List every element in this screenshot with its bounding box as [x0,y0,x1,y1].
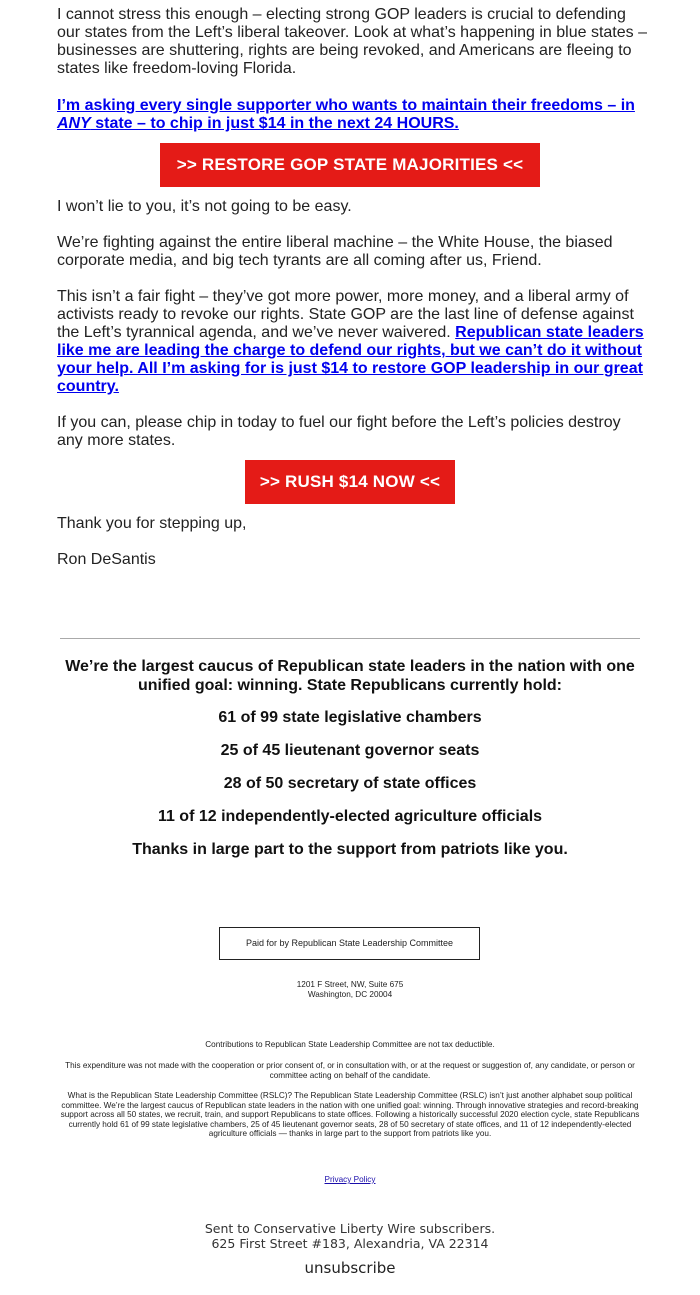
address-line-1: 1201 F Street, NW, Suite 675 [296,980,404,989]
rslc-about: What is the Republican State Leadership Committee (RSLC)? The Republican State Leadership Committee (RSLC) isn’t just another alphabet soup political committee. We’re the largest caucus of Republican state leaders in the nation with one unified goal: winning. Through innovative strategies and record-breaking support across all 50 states, we recruit, train, and support Republicans to state offices. Following a historically successful 2020 election cycle, state Republicans currently hold 61 of 99 state legislative chambers, 25 of 45 lieutenant governor seats, 28 of 50 secretary of state offices, and 11 of 12 independently-elected agriculture officials — thanks in large part to the support from patriots like you. [60,1091,640,1138]
unsubscribe-wrap [0,1259,700,1277]
paragraph-chip-in: If you can, please chip in today to fuel our fight before the Left’s policies destroy any more states. [57,414,621,449]
paragraph-intro: I cannot stress this enough – electing strong GOP leaders is crucial to defending our states from the Left’s liberal takeover. Look at what’s happening in blue states – businesses are shuttering, rights are being revoked, and Americans are fleeing to states like freedom-loving Florida. [57,6,647,77]
stat-secretary-of-state: 28 of 50 secretary of state offices [223,775,477,792]
signature: Ron DeSantis [57,551,156,568]
sent-to-footer [0,1221,700,1251]
paragraph-fair-fight [57,288,647,396]
address-line-2: Washington, DC 20004 [307,989,393,999]
link-text-part1: I’m asking every single supporter who wants to maintain their freedoms – in [57,97,635,114]
sent-to-text: Sent to Conservative Liberty Wire subscribers. [204,1221,496,1236]
donate-link-restore-leadership[interactable]: Republican state leaders like me are leading the charge to defend our rights, but we can’t do it without your help. All I’m asking for is just $14 to restore GOP leadership in our great country. [57,324,644,395]
fair-fight-text: This isn’t a fair fight – they’ve got more power, more money, and a liberal army of activists ready to revoke our rights. State GOP are the last line of defense against the Left’s tyrannical agenda, and we’ve never waivered. [57,288,634,341]
unsubscribe-link[interactable]: unsubscribe [304,1259,396,1277]
stats-section [0,657,700,859]
paid-for-disclaimer: Paid for by Republican State Leadership Committee [219,927,480,960]
cta-wrap-rush [0,460,700,504]
rush-donate-button[interactable]: >> RUSH $14 NOW << [245,460,455,504]
link-text-part2: state – to chip in just $14 in the next 24 HOURS. [90,115,459,132]
sender-address: 625 First Street #183, Alexandria, VA 22314 [211,1236,489,1251]
paragraph-not-easy: I won’t lie to you, it’s not going to be easy. [57,198,352,215]
link-text-any: ANY [57,115,91,132]
stats-closing: Thanks in large part to the support from patriots like you. [132,841,568,858]
stats-intro: We’re the largest caucus of Republican state leaders in the nation with one unified goal: winning. State Republicans currently hold: [65,658,635,694]
closing-thanks: Thank you for stepping up, [57,515,247,532]
privacy-policy-link[interactable]: Privacy Policy [324,1175,376,1184]
stat-agriculture-officials: 11 of 12 independently-elected agriculture officials [157,808,543,825]
expenditure-notice: This expenditure was not made with the cooperation or prior consent of, or in consultation with, or at the request or suggestion of, any candidate, or person or committee acting on behalf of the candidate. [65,1061,635,1080]
privacy-wrap [50,1175,650,1185]
restore-majorities-button[interactable]: >> RESTORE GOP STATE MAJORITIES << [160,143,540,187]
section-divider [60,638,640,639]
stat-legislative-chambers: 61 of 99 state legislative chambers [218,709,482,726]
cta-wrap-restore [0,143,700,187]
stat-lieutenant-governor: 25 of 45 lieutenant governor seats [220,742,480,759]
paragraph-liberal-machine: We’re fighting against the entire liberal machine – the White House, the biased corporate media, and big tech tyrants are all coming after us, Friend. [57,234,613,269]
donate-link-24-hours[interactable] [57,97,657,133]
committee-address [50,980,650,999]
contributions-notice: Contributions to Republican State Leadership Committee are not tax deductible. [205,1040,495,1049]
